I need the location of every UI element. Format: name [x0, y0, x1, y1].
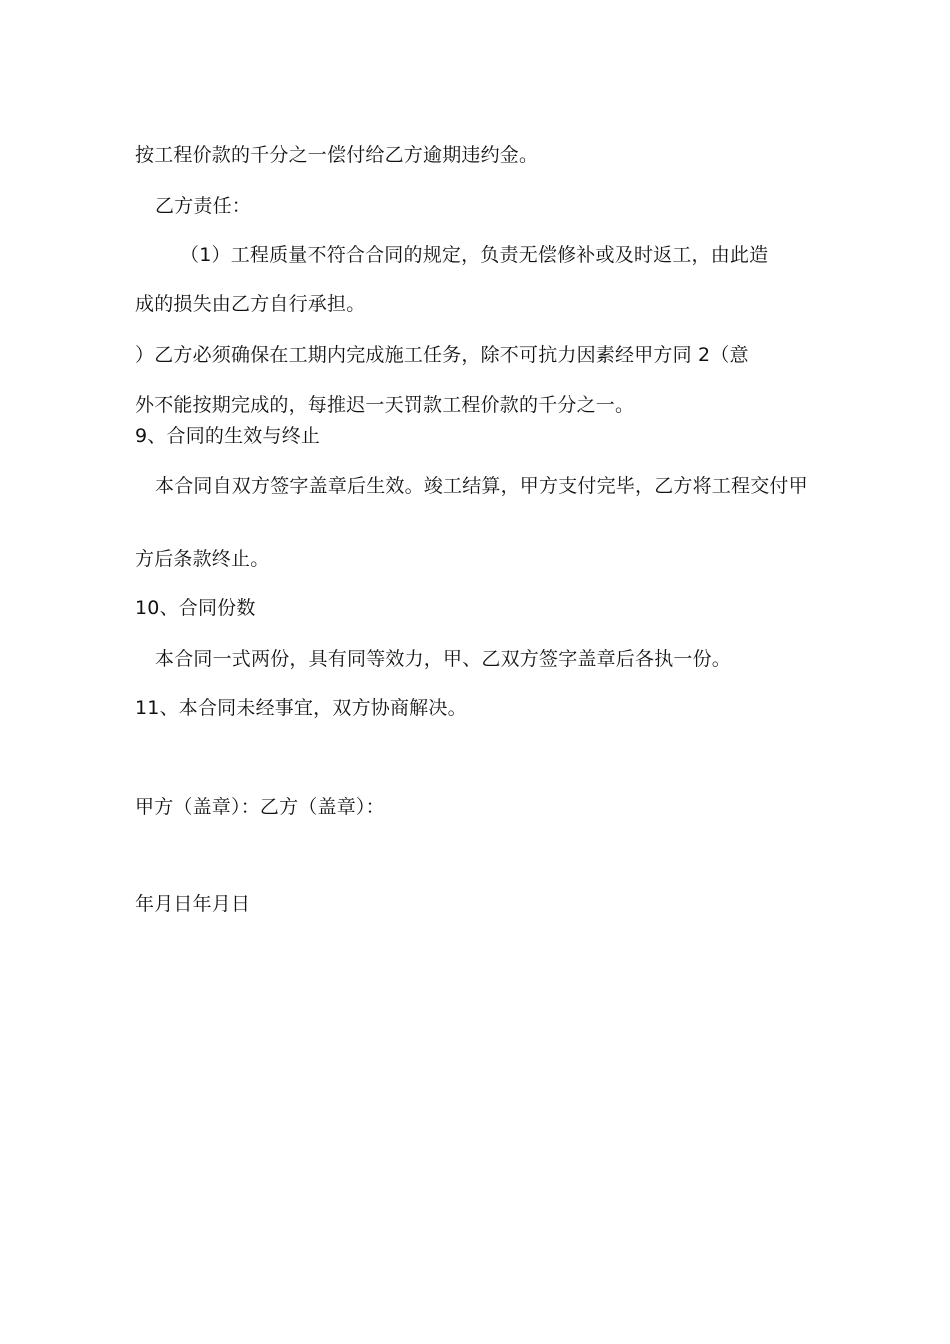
clause-schedule-line-1: ）乙方必须确保在工期内完成施工任务，除不可抗力因素经甲方同 2（意	[135, 344, 749, 366]
section-11-text: 11、本合同未经事宜，双方协商解决。	[135, 697, 467, 719]
signature-date-line: 年月日年月日	[135, 893, 251, 915]
clause-quality-line-1: （1）工程质量不符合合同的规定，负责无偿修补或及时返工，由此造	[180, 244, 769, 266]
section-9-heading: 9、合同的生效与终止	[135, 425, 321, 447]
clause-quality-line-2: 成的损失由乙方自行承担。	[135, 293, 366, 315]
signature-seal-line: 甲方（盖章）：乙方（盖章）：	[135, 796, 385, 818]
section-9-body-end: 方后条款终止。	[135, 548, 270, 570]
clause-schedule-line-2: 外不能按期完成的，每推迟一天罚款工程价款的千分之一。	[135, 394, 635, 416]
section-10-body: 本合同一式两份，具有同等效力，甲、乙双方签字盖章后各执一份。	[155, 648, 732, 670]
section-10-heading: 10、合同份数	[135, 597, 256, 619]
paragraph-overdue-penalty: 按工程价款的千分之一偿付给乙方逾期违约金。	[135, 144, 539, 166]
heading-party-b-responsibility: 乙方责任：	[155, 195, 252, 217]
section-9-body: 本合同自双方签字盖章后生效。竣工结算，甲方支付完毕，乙方将工程交付甲	[155, 475, 808, 497]
